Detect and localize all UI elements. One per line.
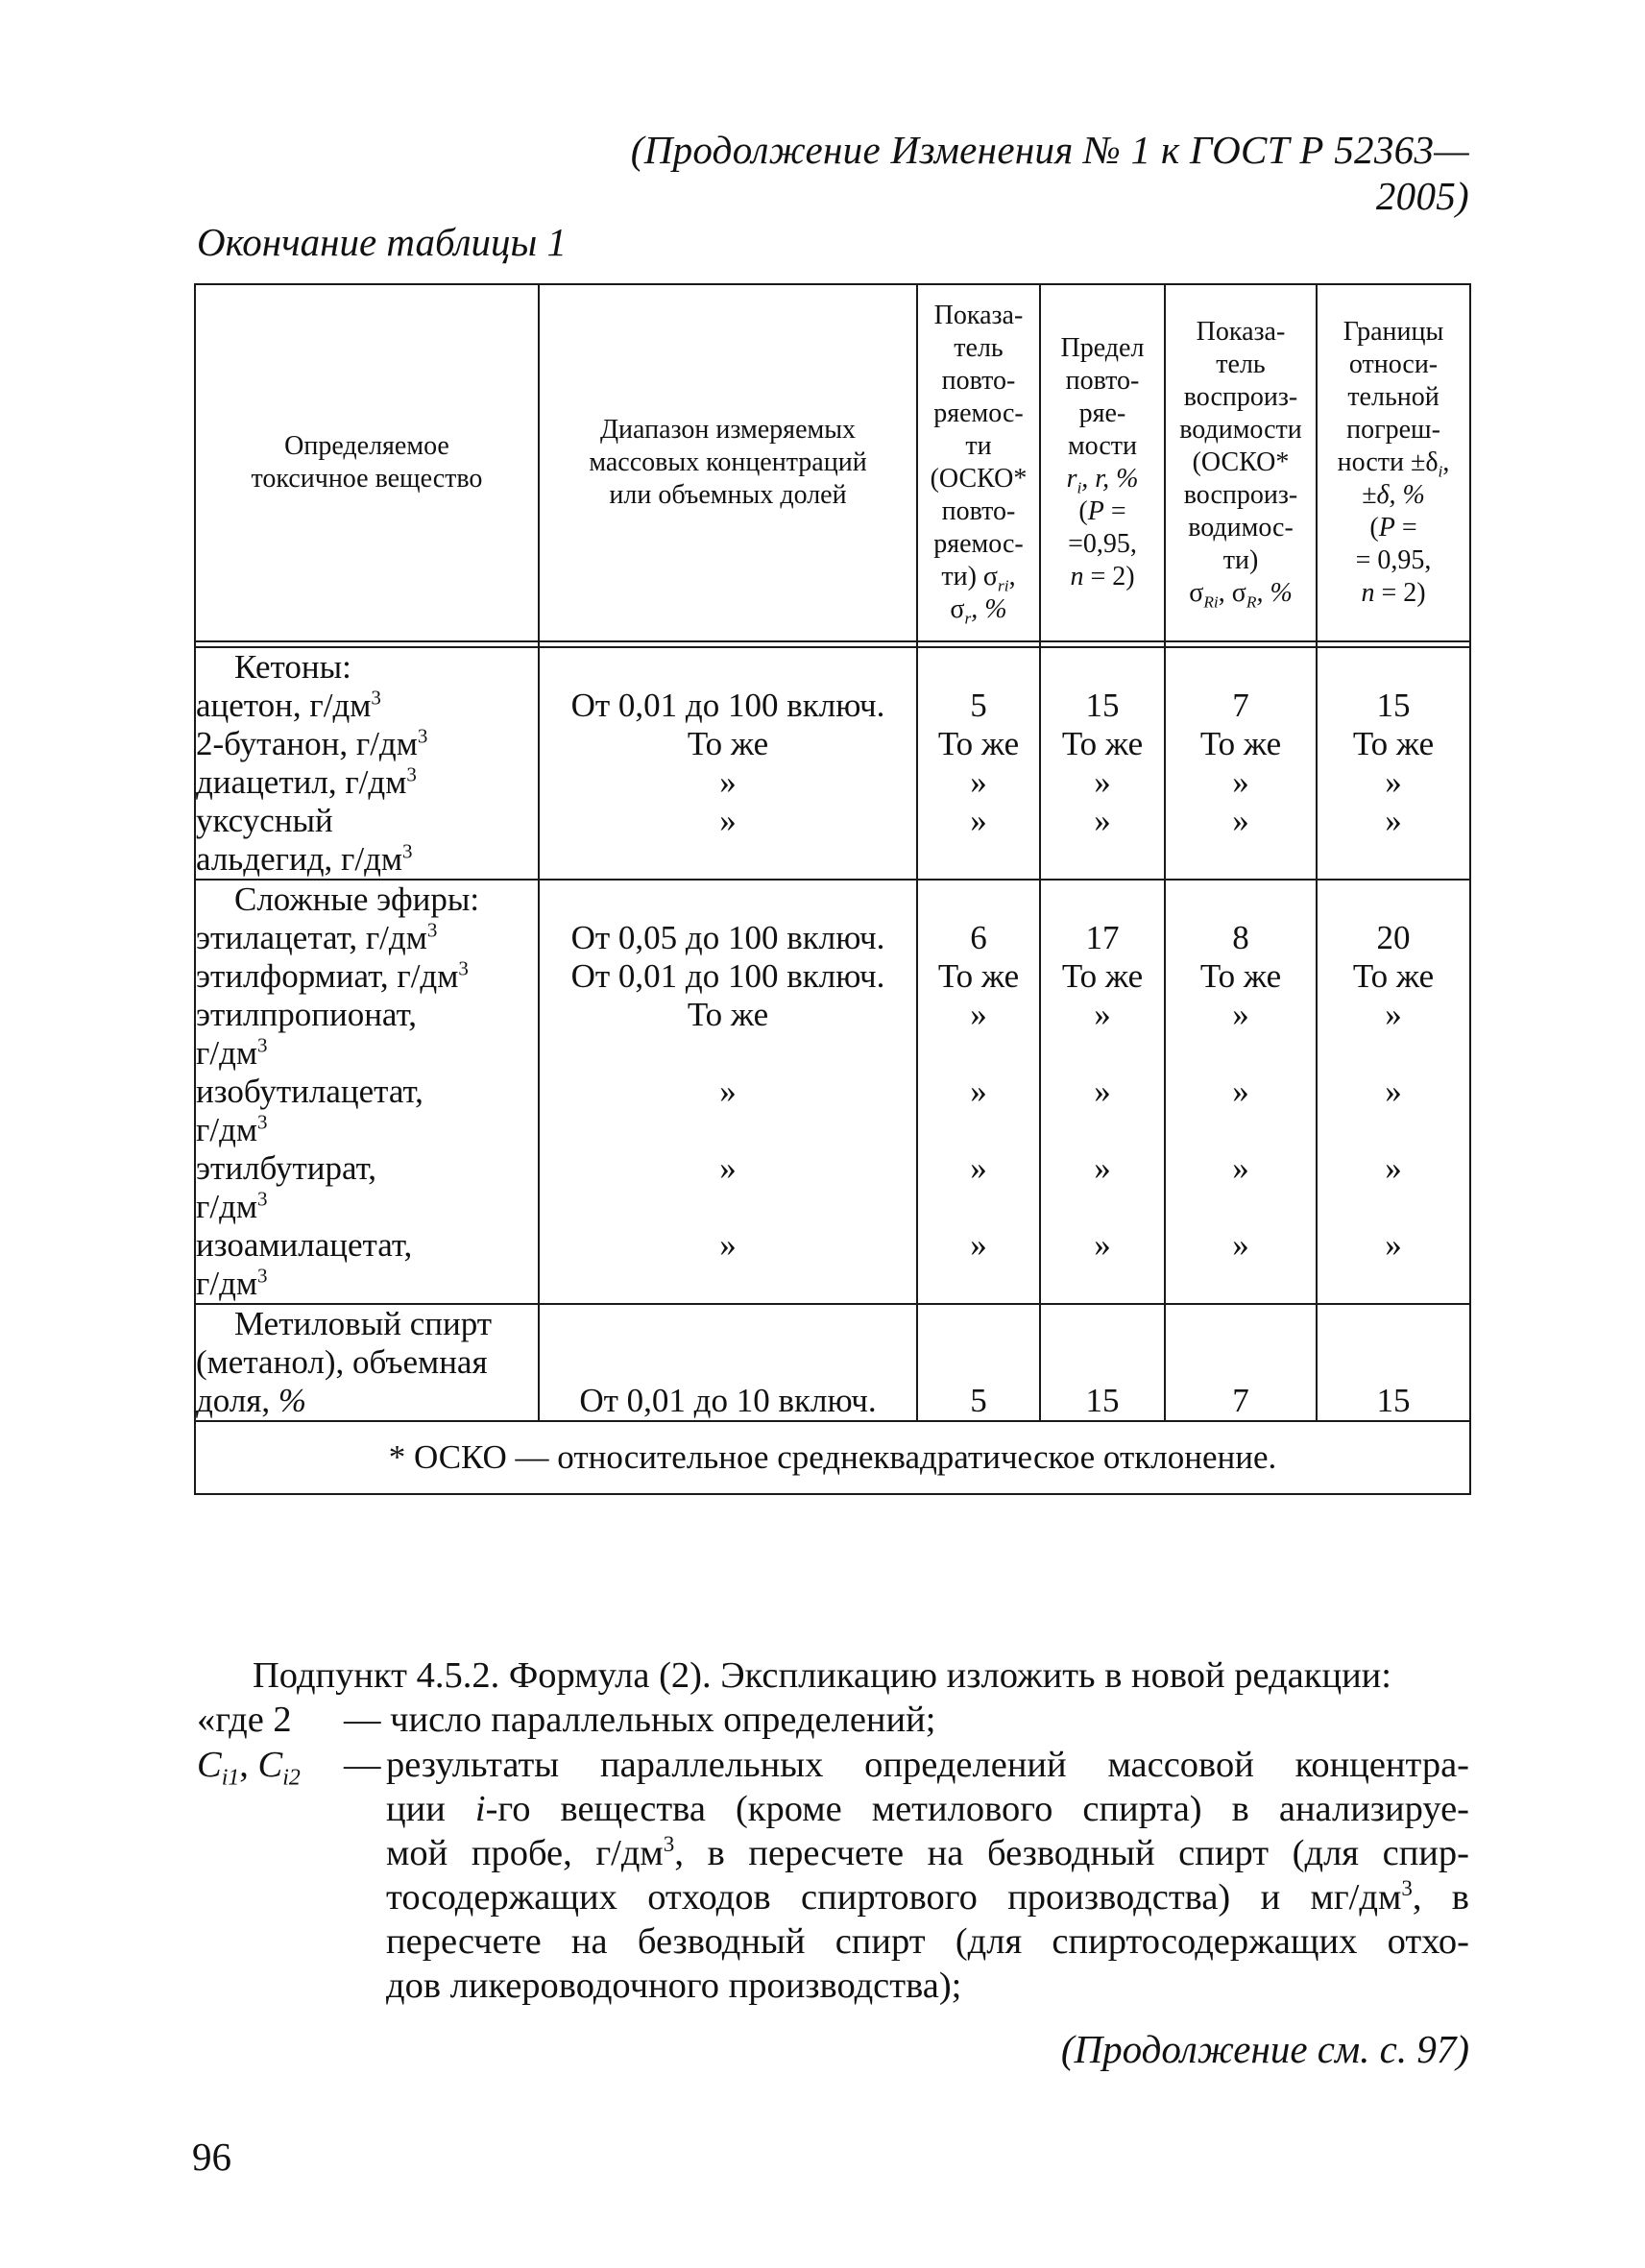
esters-repeatability-limit: 17 То же » » » » <box>1040 880 1165 1304</box>
page-number: 96 <box>192 2135 231 2179</box>
table-caption: Окончание таблицы 1 <box>197 220 568 264</box>
explication-line-3: мой пробе, $г/дм^3$, в пересчете на безводный спирт (для спир- <box>386 1831 1469 1873</box>
esters-error-bounds: 20 То же » » » » <box>1317 880 1470 1304</box>
header-repeatability-index: Показа- тель повто- ряемос- ти (ОСКО* повто- ряемос- ти) $\sigma_{ri}$, $\sigma_r$, % <box>917 284 1040 641</box>
methanol-repeatability-limit: 15 <box>1040 1304 1165 1421</box>
explication-number-definition: — число параллельных определений; <box>344 1700 936 1740</box>
subclause-paragraph: Подпункт 4.5.2. Формула (2). Экспликацию изложить в новой редакции: <box>253 1655 1391 1696</box>
ketones-repeatability-limit: 15 То же » » <box>1040 647 1165 880</box>
esters-repeatability-index: 6 То же » » » » <box>917 880 1040 1304</box>
toxic-substances-table <box>194 283 1471 1495</box>
table-row-methanol <box>195 1304 1470 1421</box>
esters-reproducibility-index: 8 То же » » » » <box>1165 880 1317 1304</box>
table-header-row <box>195 284 1470 641</box>
header-reproducibility-index: Показа- тель воспроиз- водимости (ОСКО* воспроиз- водимос- ти) $\sigma_{Ri}$, $\sigma_R$, % <box>1165 284 1317 641</box>
explication-where: «где 2 <box>197 1700 292 1740</box>
continuation-note: (Продолжение см. с. 97) <box>1060 2027 1469 2071</box>
table-footnote-row <box>195 1421 1470 1494</box>
explication-line-2: ции i-го вещества (кроме метилового спирта) в анализируе- <box>386 1789 1470 1829</box>
methanol-substance: Метиловый спирт (метанол), объемная доля, % <box>195 1304 539 1421</box>
table-footnote: * ОСКО — относительное среднеквадратическое отклонение. <box>195 1421 1470 1494</box>
ketones-substances: Кетоны: ацетон, $г/дм^3$ 2-бутанон, $г/дм^3$ диацетил, $г/дм^3$ уксусный альдегид, $г/дм^3$ <box>195 647 539 880</box>
explication-line-4: тосодержащих отходов спиртового производства) и $мг/дм^3$, в <box>386 1875 1469 1918</box>
explication-symbols: $C_{i1}$, $C_{i2}$ <box>197 1745 301 1791</box>
ketones-ranges: От 0,01 до 100 включ. То же » » <box>539 647 917 880</box>
methanol-error-bounds: 15 <box>1317 1304 1470 1421</box>
table-row-esters <box>195 880 1470 1304</box>
explication-line-6: дов ликероводочного производства); <box>386 1966 962 2006</box>
header-range: Диапазон измеряемых массовых концентраций или объемных долей <box>539 284 917 641</box>
ketones-repeatability-index: 5 То же » » <box>917 647 1040 880</box>
methanol-repeatability-index: 5 <box>917 1304 1040 1421</box>
esters-ranges: От 0,05 до 100 включ. От 0,01 до 100 включ. То же » » » <box>539 880 917 1304</box>
explication-line-5: пересчете на безводный спирт (для спиртосодержащих отхо- <box>386 1921 1469 1962</box>
running-head: (Продолжение Изменения № 1 к ГОСТ Р 52363—2005) <box>630 128 1469 218</box>
methanol-reproducibility-index: 7 <box>1165 1304 1317 1421</box>
table-row-ketones <box>195 647 1470 880</box>
ketones-reproducibility-index: 7 То же » » <box>1165 647 1317 880</box>
header-repeatability-limit: Предел повто- ряе- мости $r_i$, r, % (P = =0,95, n = 2) <box>1040 284 1165 641</box>
header-error-bounds: Границы относи- тельной погреш- ности $\pm\delta_i$, ±δ, % (P = = 0,95, n = 2) <box>1317 284 1470 641</box>
ketones-error-bounds: 15 То же » » <box>1317 647 1470 880</box>
header-substance: Определяемое токсичное вещество <box>195 284 539 641</box>
esters-substances: Сложные эфиры: этилацетат, $г/дм^3$ этилформиат, $г/дм^3$ этилпропионат, $г/дм^3$ изобутилацетат, $г/дм^3$ этилбутират, $г/дм^3$ изоамилацетат, $г/дм^3$ <box>195 880 539 1304</box>
methanol-range: От 0,01 до 10 включ. <box>539 1304 917 1421</box>
explication-dash: — <box>344 1745 381 1785</box>
explication-line-1: результаты параллельных определений массовой концентра- <box>386 1745 1469 1785</box>
